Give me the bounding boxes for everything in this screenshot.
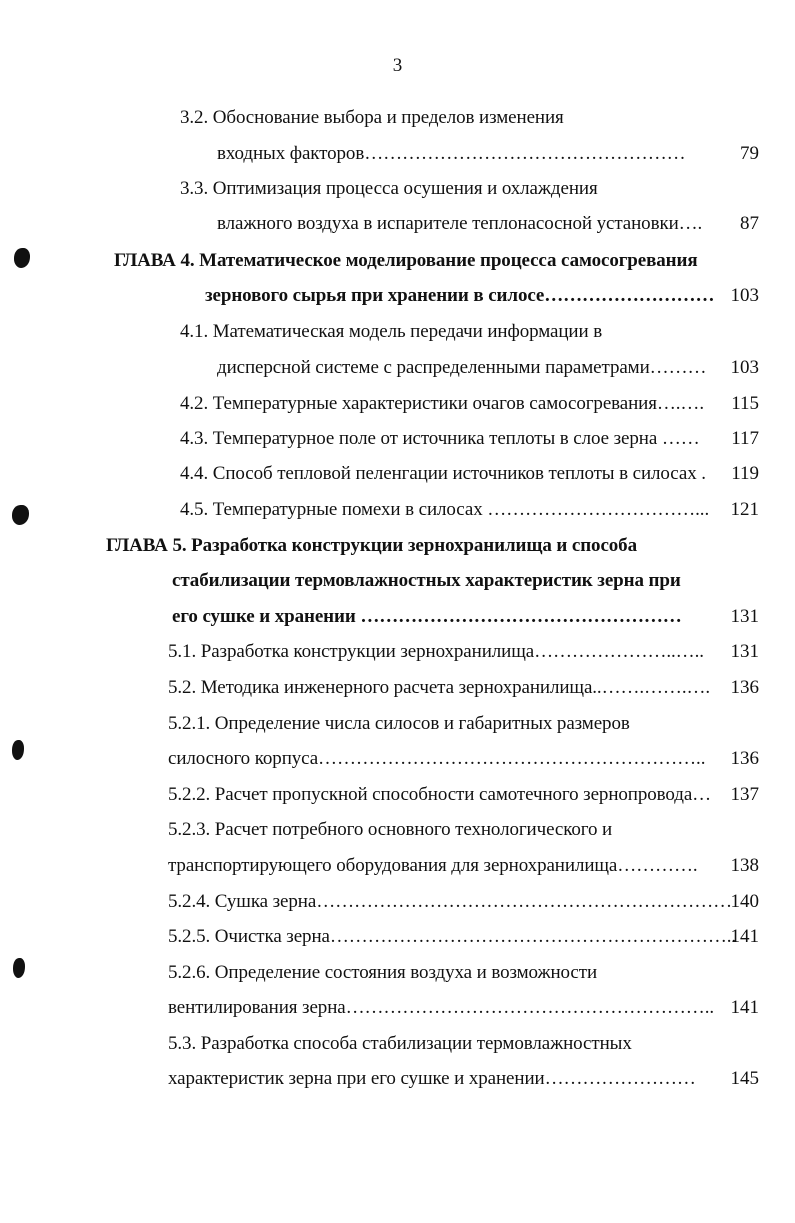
toc-chapter-4-line2: зернового сырья при хранении в силосе……………………… [205,285,715,306]
toc-entry-5-2-6-line1: 5.2.6. Определение состояния воздуха и возможности [168,962,598,983]
toc-chapter-5-line2: стабилизации термовлажностных характеристик зерна при [172,570,681,591]
toc-entry-5-2-1-line2: силосного корпуса…………………………………………………….. [168,748,706,769]
toc-entry-4-4: 4.4. Способ тепловой пеленгации источников теплоты в силосах . [180,463,706,484]
toc-entry-5-2-page: 136 [730,677,759,698]
page-number: 3 [392,55,403,76]
binding-hole-mark [12,740,24,760]
toc-chapter-4-page: 103 [730,285,759,306]
toc-entry-5-2-4-page: 140 [730,891,759,912]
toc-chapter-4-line1: ГЛАВА 4. Математическое моделирование процесса самосогревания [114,250,698,271]
toc-entry-5-2-4: 5.2.4. Сушка зерна………………………………………………………… [168,891,732,912]
toc-entry-4-3: 4.3. Температурное поле от источника теплоты в слое зерна …… [180,428,700,449]
toc-entry-3-2-line1: 3.2. Обоснование выбора и пределов изменения [180,107,564,128]
toc-entry-5-3-page: 145 [730,1068,759,1089]
toc-entry-5-1-page: 131 [730,641,759,662]
toc-entry-5-2-5-page: 141 [730,926,759,947]
toc-entry-3-2-line2: входных факторов…………………………………………… [217,143,686,164]
binding-hole-mark [13,958,25,978]
toc-entry-5-2-3-page: 138 [730,855,759,876]
toc-entry-3-3-line1: 3.3. Оптимизация процесса осушения и охлаждения [180,178,598,199]
toc-entry-5-3-line2: характеристик зерна при его сушке и хранении…………………… [168,1068,696,1089]
toc-entry-4-1-page: 103 [730,357,759,378]
toc-entry-4-3-page: 117 [731,428,759,449]
toc-entry-3-2-page: 79 [740,143,759,164]
toc-entry-5-3-line1: 5.3. Разработка способа стабилизации термовлажностных [168,1033,632,1054]
toc-entry-4-4-page: 119 [731,463,759,484]
toc-entry-5-1: 5.1. Разработка конструкции зернохранилища…………………..….. [168,641,704,662]
toc-entry-3-3-page: 87 [740,213,759,234]
toc-entry-5-2-2: 5.2.2. Расчет пропускной способности самотечного зернопровода… [168,784,712,805]
binding-hole-mark [12,505,29,525]
toc-entry-5-2-2-page: 137 [730,784,759,805]
toc-entry-5-2: 5.2. Методика инженерного расчета зернохранилища..…….…….…. [168,677,711,698]
toc-entry-4-1-line1: 4.1. Математическая модель передачи информации в [180,321,603,342]
toc-entry-4-1-line2: дисперсной системе с распределенными параметрами……… [217,357,707,378]
toc-entry-5-2-5: 5.2.5. Очистка зерна……………………………………………………….. [168,926,737,947]
toc-chapter-5-line3: его сушке и хранении …………………………………………… [172,606,682,627]
toc-entry-4-5: 4.5. Температурные помехи в силосах ……………………………... [180,499,710,520]
binding-hole-mark [14,248,30,268]
toc-chapter-5-line1: ГЛАВА 5. Разработка конструкции зернохранилища и способа [106,535,637,556]
toc-entry-4-2: 4.2. Температурные характеристики очагов самосогревания….…. [180,393,704,414]
toc-entry-5-2-6-line2: вентилирования зерна………………………………………………….. [168,997,715,1018]
toc-entry-5-2-3-line1: 5.2.3. Расчет потребного основного технологического и [168,819,613,840]
toc-entry-4-2-page: 115 [731,393,759,414]
toc-entry-4-5-page: 121 [730,499,759,520]
toc-entry-3-3-line2: влажного воздуха в испарителе теплонасосной установки…. [217,213,703,234]
toc-entry-5-2-1-line1: 5.2.1. Определение числа силосов и габаритных размеров [168,713,630,734]
toc-entry-5-2-1-page: 136 [730,748,759,769]
toc-chapter-5-page: 131 [730,606,759,627]
toc-entry-5-2-6-page: 141 [730,997,759,1018]
toc-entry-5-2-3-line2: транспортирующего оборудования для зернохранилища…………. [168,855,698,876]
